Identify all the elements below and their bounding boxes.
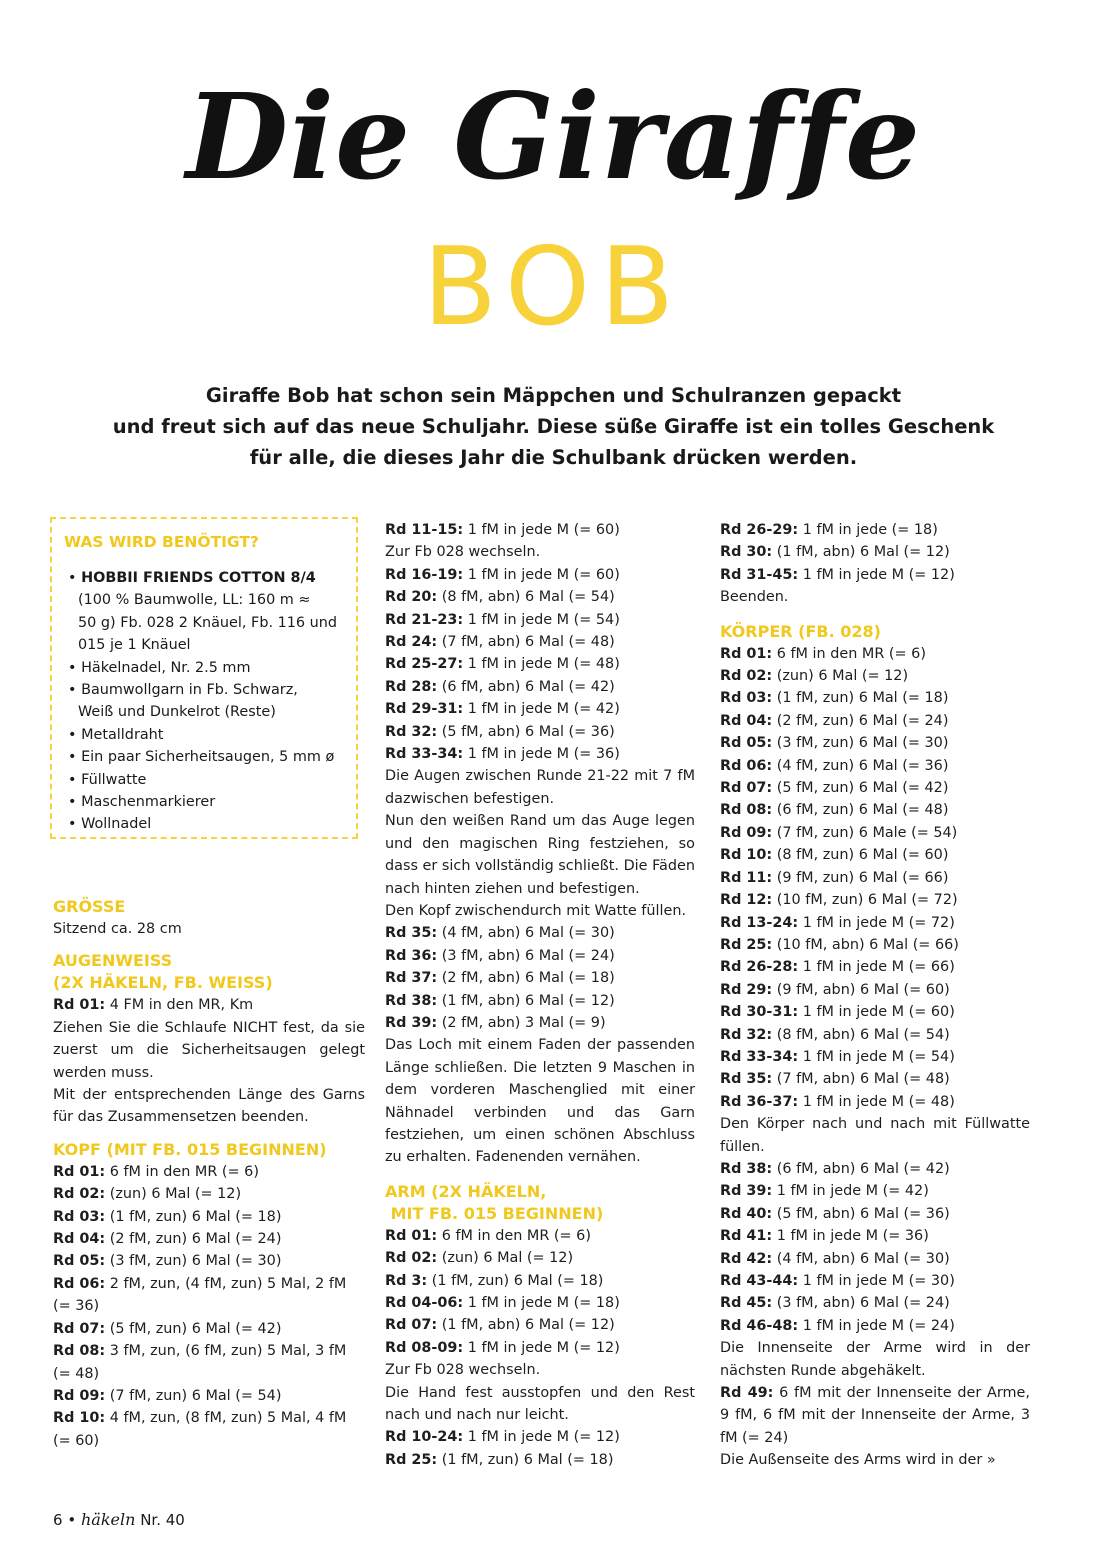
materials-item-line: 50 g) Fb. 028 2 Knäuel, Fb. 116 und <box>78 614 338 631</box>
column-2 <box>385 519 695 1471</box>
pattern-row: Rd 02: (zun) 6 Mal (= 12) <box>53 1186 242 1203</box>
pattern-row: Rd 29-31: 1 fM in jede M (= 42) <box>385 701 620 718</box>
pattern-row: Rd 20: (8 fM, abn) 6 Mal (= 54) <box>385 589 615 606</box>
pattern-rows <box>720 1158 1030 1337</box>
materials-item-line: Häkelnadel, Nr. 2.5 mm <box>81 659 251 676</box>
pattern-row: Rd 26-28: 1 fM in jede M (= 66) <box>720 959 955 976</box>
page-title-script: Die Giraffe <box>185 67 922 206</box>
pattern-row: Rd 07: (1 fM, abn) 6 Mal (= 12) <box>385 1317 615 1334</box>
pattern-row: Rd 03: (1 fM, zun) 6 Mal (= 18) <box>720 690 949 707</box>
pattern-row: Beenden. <box>720 589 789 606</box>
pattern-row: Rd 09: (7 fM, zun) 6 Male (= 54) <box>720 824 958 841</box>
pattern-row: Rd 36-37: 1 fM in jede M (= 48) <box>720 1093 955 1110</box>
pattern-row: Rd 10: (8 fM, zun) 6 Mal (= 60) <box>720 847 949 864</box>
pattern-row: Rd 04-06: 1 fM in jede M (= 18) <box>385 1295 620 1311</box>
pattern-row: Rd 10-24: 1 fM in jede M (= 12) <box>385 1429 620 1446</box>
pattern-row: Rd 01: 4 FM in den MR, Km <box>53 997 254 1014</box>
pattern-row: Rd 07: (5 fM, zun) 6 Mal (= 42) <box>720 780 949 797</box>
instruction-paragraph: Die Innenseite der Arme wird in der nächsten Runde abgehäkelt. <box>720 1340 1030 1379</box>
pattern-row: Rd 12: (10 fM, zun) 6 Mal (= 72) <box>720 892 958 909</box>
pattern-row: Rd 07: (5 fM, zun) 6 Mal (= 42) <box>53 1320 282 1337</box>
pattern-row: Rd 01: 6 fM in den MR (= 6) <box>53 1163 259 1180</box>
materials-item-line: Ein paar Sicherheitsaugen, 5 mm ø <box>81 749 335 766</box>
pattern-row: Rd 30-31: 1 fM in jede M (= 60) <box>720 1004 955 1021</box>
pattern-row: Rd 10: 4 fM, zun, (8 fM, zun) 5 Mal, 4 fM (= 60) <box>53 1410 347 1449</box>
materials-list <box>64 567 346 836</box>
intro-line: und freut sich auf das neue Schuljahr. Diese süße Giraffe ist ein tolles Geschenk <box>112 415 995 438</box>
pattern-row: Rd 35: (7 fM, abn) 6 Mal (= 48) <box>720 1071 950 1088</box>
materials-item-bold: HOBBII FRIENDS COTTON 8/4 <box>81 570 316 586</box>
head-rows <box>53 1161 365 1452</box>
materials-item <box>64 746 346 768</box>
materials-item-line: Baumwollgarn in Fb. Schwarz, <box>81 682 298 699</box>
pattern-row: Rd 49: 6 fM mit der Innenseite der Arme, 9 fM, 6 fM mit der Innenseite der Arme, 3 fM (= 24) <box>720 1385 1030 1446</box>
materials-item <box>64 724 346 746</box>
page-footer <box>53 1510 185 1529</box>
pattern-row: Rd 46-48: 1 fM in jede M (= 24) <box>720 1317 955 1334</box>
materials-item-line: Metalldraht <box>81 726 164 743</box>
eye-white-heading: AUGENWEISS <box>53 951 173 971</box>
instruction-paragraph: Die Augen zwischen Runde 21-22 mit 7 fM dazwischen befestigen. <box>385 768 695 807</box>
pattern-row: Rd 05: (3 fM, zun) 6 Mal (= 30) <box>53 1253 282 1270</box>
instruction-paragraph: Den Körper nach und nach mit Füllwatte füllen. <box>720 1116 1030 1155</box>
pattern-row: Rd 45: (3 fM, abn) 6 Mal (= 24) <box>720 1295 950 1312</box>
page-title-name: BOB <box>422 225 685 350</box>
instruction-paragraph: Die Außenseite des Arms wird in der » <box>720 1452 996 1469</box>
pattern-row: Rd 32: (5 fM, abn) 6 Mal (= 36) <box>385 723 615 740</box>
pattern-rows <box>385 519 695 765</box>
intro-line: Giraffe Bob hat schon sein Mäppchen und Schulranzen gepackt <box>205 384 902 407</box>
arm-heading-sub: MIT FB. 015 BEGINNEN) <box>385 1203 604 1223</box>
pattern-row: Rd 11: (9 fM, zun) 6 Mal (= 66) <box>720 869 949 886</box>
pattern-row: Rd 09: (7 fM, zun) 6 Mal (= 54) <box>53 1387 282 1404</box>
instruction-paragraph: Mit der entsprechenden Länge des Garns für das Zusammensetzen beenden. <box>53 1087 365 1126</box>
materials-heading: WAS WIRD BENÖTIGT? <box>64 533 259 551</box>
pattern-row: Rd 04: (2 fM, zun) 6 Mal (= 24) <box>720 712 949 729</box>
pattern-row: Rd 32: (8 fM, abn) 6 Mal (= 54) <box>720 1026 950 1043</box>
body-heading: KÖRPER (FB. 028) <box>720 621 881 641</box>
footer-separator: • <box>67 1511 77 1529</box>
pattern-row: Rd 03: (1 fM, zun) 6 Mal (= 18) <box>53 1208 282 1225</box>
pattern-row: Rd 08: (6 fM, zun) 6 Mal (= 48) <box>720 802 949 819</box>
pattern-row: Rd 04: (2 fM, zun) 6 Mal (= 24) <box>53 1231 282 1248</box>
pattern-row: Rd 25: (1 fM, zun) 6 Mal (= 18) <box>385 1451 614 1468</box>
pattern-row: Rd 37: (2 fM, abn) 6 Mal (= 18) <box>385 970 615 987</box>
pattern-rows <box>720 519 1030 609</box>
materials-item-line: Weiß und Dunkelrot (Reste) <box>78 704 276 721</box>
pattern-row: Rd 06: 2 fM, zun, (4 fM, zun) 5 Mal, 2 fM (= 36) <box>53 1275 347 1315</box>
instruction-paragraph: Die Hand fest ausstopfen und den Rest nach und nach nur leicht. <box>385 1384 695 1424</box>
pattern-row: Rd 33-34: 1 fM in jede M (= 36) <box>385 746 620 763</box>
pattern-rows <box>385 1426 695 1471</box>
pattern-row: Rd 16-19: 1 fM in jede M (= 60) <box>385 566 620 583</box>
pattern-row: Rd 21-23: 1 fM in jede M (= 54) <box>385 611 620 628</box>
materials-item-line: 015 je 1 Knäuel <box>78 637 191 654</box>
issue-number: Nr. 40 <box>140 1511 185 1529</box>
materials-item-line: Füllwatte <box>81 771 147 788</box>
pattern-rows <box>385 1225 695 1382</box>
pattern-rows <box>385 922 695 1034</box>
materials-item-line: Maschenmarkierer <box>81 794 216 811</box>
materials-item <box>64 813 346 835</box>
pattern-row: Rd 24: (7 fM, abn) 6 Mal (= 48) <box>385 634 615 651</box>
pattern-row: Rd 35: (4 fM, abn) 6 Mal (= 30) <box>385 925 615 942</box>
pattern-row: Rd 01: 6 fM in den MR (= 6) <box>385 1227 591 1244</box>
intro-text <box>60 380 1047 473</box>
eye-white-heading-sub: (2X HÄKELN, FB. WEISS) <box>53 973 273 993</box>
pattern-row: Rd 43-44: 1 fM in jede M (= 30) <box>720 1273 955 1289</box>
pattern-row: Rd 08: 3 fM, zun, (6 fM, zun) 5 Mal, 3 fM (= 48) <box>53 1343 347 1382</box>
pattern-row: Rd 06: (4 fM, zun) 6 Mal (= 36) <box>720 757 949 774</box>
pattern-row: Zur Fb 028 wechseln. <box>385 544 541 561</box>
instruction-paragraph: Ziehen Sie die Schlaufe NICHT fest, da sie zuerst um die Sicherheitsaugen gelegt werden muss. <box>53 1019 365 1081</box>
pattern-row: Rd 13-24: 1 fM in jede M (= 72) <box>720 914 955 931</box>
materials-item <box>64 657 346 679</box>
page-number: 6 <box>53 1511 63 1529</box>
pattern-row: Rd 25: (10 fM, abn) 6 Mal (= 66) <box>720 936 959 953</box>
pattern-row: Rd 30: (1 fM, abn) 6 Mal (= 12) <box>720 544 950 561</box>
pattern-row: Zur Fb 028 wechseln. <box>385 1362 541 1379</box>
instruction-paragraph: Das Loch mit einem Faden der passenden Länge schließen. Die letzten 9 Maschen in dem vorderen Maschenglied mit einer Nähnadel verbinden und das Garn festziehen, um einen schönen Abschluss zu erhalten. Fadenenden vernähen. <box>385 1037 695 1166</box>
materials-item <box>64 679 346 724</box>
pattern-row: Rd 42: (4 fM, abn) 6 Mal (= 30) <box>720 1250 950 1267</box>
pattern-row: Rd 02: (zun) 6 Mal (= 12) <box>720 668 909 685</box>
pattern-row: Rd 02: (zun) 6 Mal (= 12) <box>385 1250 574 1267</box>
materials-item <box>64 769 346 791</box>
arm-heading: ARM (2X HÄKELN, <box>385 1181 547 1201</box>
pattern-row: Rd 25-27: 1 fM in jede M (= 48) <box>385 656 620 673</box>
pattern-row: Rd 41: 1 fM in jede M (= 36) <box>720 1228 929 1245</box>
pattern-row: Rd 29: (9 fM, abn) 6 Mal (= 60) <box>720 981 950 998</box>
pattern-row: Rd 33-34: 1 fM in jede M (= 54) <box>720 1048 955 1065</box>
materials-item-line: (100 % Baumwolle, LL: 160 m ≈ <box>78 592 311 609</box>
pattern-row: Rd 39: 1 fM in jede M (= 42) <box>720 1183 929 1200</box>
instruction-paragraph: Nun den weißen Rand um das Auge legen und den magischen Ring festziehen, so dass er sich vollständig schließt. Die Fäden nach hinten ziehen und befestigen. <box>385 813 695 897</box>
materials-item <box>64 567 346 657</box>
pattern-rows <box>720 643 1030 1114</box>
pattern-row: Rd 38: (6 fM, abn) 6 Mal (= 42) <box>720 1160 950 1177</box>
pattern-row: Rd 31-45: 1 fM in jede M (= 12) <box>720 566 955 583</box>
intro-line: für alle, die dieses Jahr die Schulbank drücken werden. <box>249 446 858 469</box>
pattern-row: Rd 28: (6 fM, abn) 6 Mal (= 42) <box>385 678 615 695</box>
pattern-row: Rd 36: (3 fM, abn) 6 Mal (= 24) <box>385 947 615 964</box>
pattern-row: Rd 40: (5 fM, abn) 6 Mal (= 36) <box>720 1205 950 1222</box>
materials-box <box>50 517 358 839</box>
magazine-name: häkeln <box>80 1510 136 1529</box>
pattern-row: Rd 01: 6 fM in den MR (= 6) <box>720 645 926 662</box>
pattern-row: Rd 26-29: 1 fM in jede (= 18) <box>720 522 938 538</box>
instruction-paragraph: Den Kopf zwischendurch mit Watte füllen. <box>385 902 687 919</box>
pattern-row: Rd 05: (3 fM, zun) 6 Mal (= 30) <box>720 735 949 752</box>
pattern-row: Rd 08-09: 1 fM in jede M (= 12) <box>385 1339 620 1356</box>
column-1 <box>53 896 365 1452</box>
column-3 <box>720 519 1030 1472</box>
materials-item-line: Wollnadel <box>81 816 152 833</box>
size-text: Sitzend ca. 28 cm <box>53 921 182 937</box>
materials-item <box>64 791 346 813</box>
head-heading: KOPF (MIT FB. 015 BEGINNEN) <box>53 1139 327 1159</box>
pattern-row: Rd 11-15: 1 fM in jede M (= 60) <box>385 522 620 538</box>
pattern-row: Rd 38: (1 fM, abn) 6 Mal (= 12) <box>385 992 615 1009</box>
pattern-row: Rd 3: (1 fM, zun) 6 Mal (= 18) <box>385 1272 604 1289</box>
pattern-row: Rd 39: (2 fM, abn) 3 Mal (= 9) <box>385 1014 606 1031</box>
size-heading: GRÖSSE <box>53 897 126 916</box>
